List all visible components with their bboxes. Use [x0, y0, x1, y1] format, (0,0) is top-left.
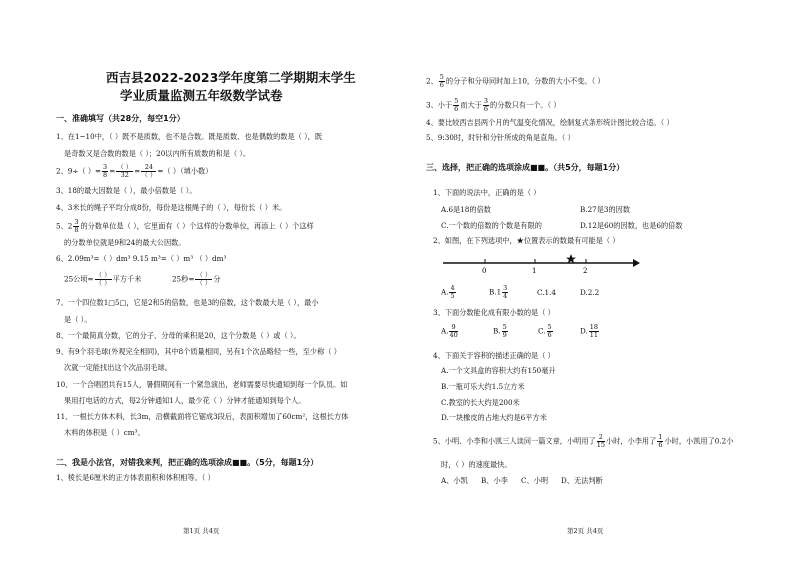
question-9-line1: 9、有9个羽毛球(外观完全相同)，其中8个质量相同，另有1个次品略轻一些，至少称（ ） [56, 347, 341, 356]
question-10-line2: 果用打电话的方式，每2分钟通知1人，最少花（ ）分钟才能通知到每个人。 [64, 396, 306, 405]
fraction: $\frac{3}{4}$ [503, 284, 508, 300]
question-5-line1: 5、2 $\frac{3}{8}$ 的分数单位是（ ），它里面有（ ）个这样的分数单位，再添上（ ）个这样 [56, 218, 314, 234]
question-11-line2: 木料的体积是（ ）cm³。 [64, 428, 145, 437]
choice-1-option-c: C.一个数的倍数的个数是有限的 [441, 221, 542, 230]
choice-3-option-d: D. $\frac{18}{11}$ [580, 323, 599, 339]
choice-4-option-d: D.一块橡皮的占地大约是6平方米 [441, 413, 547, 422]
choice-4-option-b: B.一瓶可乐大约1.5立方米 [441, 382, 525, 391]
question-7-line1: 7、一个四位数1□5□，它是2和5的倍数，也是3的倍数，这个数最大是（ ），最小 [56, 298, 319, 307]
choice-1-option-b: B.27是3的因数 [580, 205, 631, 214]
question-1-line2: 是奇数又是合数的数是（ ）；20以内所有质数的和是（ ）。 [64, 149, 251, 158]
fraction: $\frac{4}{5}$ [450, 284, 455, 300]
fraction: $\frac{5}{6}$ [547, 323, 552, 339]
fraction: $\frac{5}{6}$ [454, 97, 459, 113]
choice-1-option-a: A.6是18的倍数 [441, 205, 491, 214]
page-footer: 第2页 共4页 [567, 527, 604, 535]
question-2: 2、9÷（ ）= $\frac{3}{8}$ = $\frac{( )}{32}$ = $\frac{24}{( )}$ =（ ）（填小数） [56, 163, 213, 179]
tick-label-2: 2 [583, 267, 588, 275]
choice-5-option-c: C、小明 [521, 476, 549, 485]
question-3: 3、18的最大因数是（ ），最小倍数是（ ）。 [56, 186, 197, 195]
judge-question-5: 5、9:30时，时针和分针所成的角是直角。（ ） [426, 133, 575, 142]
choice-question-5-line2: 时，（ ）的速度最快。 [441, 460, 512, 469]
star-icon [566, 254, 576, 263]
page-footer: 第1页 共4页 [183, 527, 220, 535]
fraction: $\frac{( )}{32}$ [117, 163, 133, 179]
fraction: $\frac{3}{8}$ [103, 163, 108, 179]
choice-5-option-b: B、小李 [481, 476, 508, 485]
fraction: $\frac{1}{6}$ [658, 433, 663, 449]
question-6-line2: 25公顷= $\frac{( )}{( )}$ 平方千米 25秒= $\frac{( )}{( )}$ 分 [64, 271, 221, 287]
exam-title-line2: 学业质量监测五年级数学试卷 [120, 88, 283, 103]
choice-2-option-d: D.2.2 [580, 288, 600, 297]
choice-question-2: 2、如图，在下列选项中，★位置表示的数最有可能是（ ） [433, 236, 620, 245]
question-4: 4、3米长的绳子平均分成8份，每份是这根绳子的（ ），每份长（ ）米。 [56, 203, 287, 212]
choice-2-option-c: C.1.4 [537, 288, 556, 297]
section-3-heading: 三、选择，把正确的选项涂成■■。（共5分，每题1分） [426, 163, 625, 172]
section-1-heading: 一、准确填写（共28分，每空1分） [56, 114, 185, 123]
choice-4-option-c: C.教室的长大约是200米 [441, 398, 520, 407]
choice-3-option-a: A. $\frac{9}{40}$ [441, 323, 458, 339]
fraction: $\frac{5}{9}$ [502, 323, 507, 339]
choice-5-option-d: D、无法判断 [561, 476, 603, 485]
fraction: $\frac{24}{( )}$ [141, 163, 157, 179]
question-6-line1: 6、2.09m³=（ ）dm³ 9.15 m³=（ ）m³ （ ）dm³ [56, 254, 227, 263]
choice-4-option-a: A.一个文具盒的容积大约有150毫升 [441, 366, 556, 375]
exam-title-line1: 西吉县2022-2023学年度第二学期期末学生 [106, 70, 356, 85]
choice-5-option-a: A、小凯 [441, 476, 468, 485]
question-5-line2: 的分数单位就是9和24的最大公因数。 [64, 238, 186, 247]
choice-question-4: 4、下面关于容积的描述正确的是（ ） [433, 351, 555, 360]
fraction: $\frac{( )}{( )}$ [95, 271, 111, 287]
choice-3-option-c: C. $\frac{5}{6}$ [538, 323, 552, 339]
judge-question-3: 3、小于 $\frac{5}{6}$ 而大于 $\frac{3}{6}$ 的分数只有一个。（ ） [426, 97, 561, 113]
number-line [441, 250, 641, 276]
choice-question-1: 1、下面的说法中，正确的是（ ） [433, 188, 541, 197]
choice-question-3: 3、下面分数能化成有限小数的是（ ） [433, 308, 555, 317]
choice-1-option-d: D.12是60的因数，也是6的倍数 [580, 221, 683, 230]
choice-3-option-b: B. $\frac{5}{9}$ [493, 323, 507, 339]
question-9-line2: 次就一定能找出这个次品羽毛球。 [64, 363, 172, 372]
fraction: $\frac{18}{11}$ [589, 323, 599, 339]
choice-2-option-a: A. $\frac{4}{5}$ [441, 284, 455, 300]
fraction: $\frac{3}{8}$ [74, 218, 79, 234]
fraction: $\frac{5}{6}$ [439, 73, 444, 89]
fraction: $\frac{2}{15}$ [596, 433, 605, 449]
number-line-arrow [633, 259, 640, 267]
question-8: 8、一个最简真分数，它的分子、分母的乘积是20，这个分数是（ ）或（ ）。 [56, 331, 301, 340]
section-2-heading: 二、我是小法官，对错我来判，把正确的选项涂成■■。（5分，每题1分） [56, 458, 319, 467]
question-1-line1: 1、在1~10中，（ ）既不是质数，也不是合数。既是质数、也是偶数的数是（ ），既 [56, 132, 323, 141]
tick-label-0: 0 [482, 267, 487, 275]
page-right [397, 0, 794, 565]
judge-question-4: 4、要比较西吉县两个月的气温变化情况，绘制复式条形统计图比较合适。（ ） [426, 118, 674, 127]
tick-label-1: 1 [532, 267, 537, 275]
fraction: $\frac{( )}{( )}$ [196, 271, 212, 287]
question-11-line1: 11、一根长方体木料，长3m，沿横截面将它锯成3段后，表面积增加了60cm²，这根长方体 [56, 412, 349, 421]
fraction: $\frac{3}{6}$ [483, 97, 488, 113]
fraction: $\frac{9}{40}$ [449, 323, 458, 339]
judge-question-2: 2、 $\frac{5}{6}$ 的分子和分母同时加上10，分数的大小不变。（ ） [426, 73, 605, 89]
section-2-question-1: 1、棱长是6厘米的正方体表面积和体积相等。（ ） [56, 473, 215, 482]
question-10-line1: 10、一个合唱团共有15人，暑假期间有一个紧急演出，老师需要尽快通知到每一个队员。如 [56, 380, 348, 389]
choice-question-5-line1: 5、小明、小李和小凯三人读同一篇文章，小明用了 $\frac{2}{15}$ 小时，小李用了 $\frac{1}{6}$ 小时，小凯用了0.2小 [433, 433, 734, 449]
question-7-line2: 是（ ）。 [64, 315, 92, 324]
choice-2-option-b: B.1 $\frac{3}{4}$ [489, 284, 508, 300]
